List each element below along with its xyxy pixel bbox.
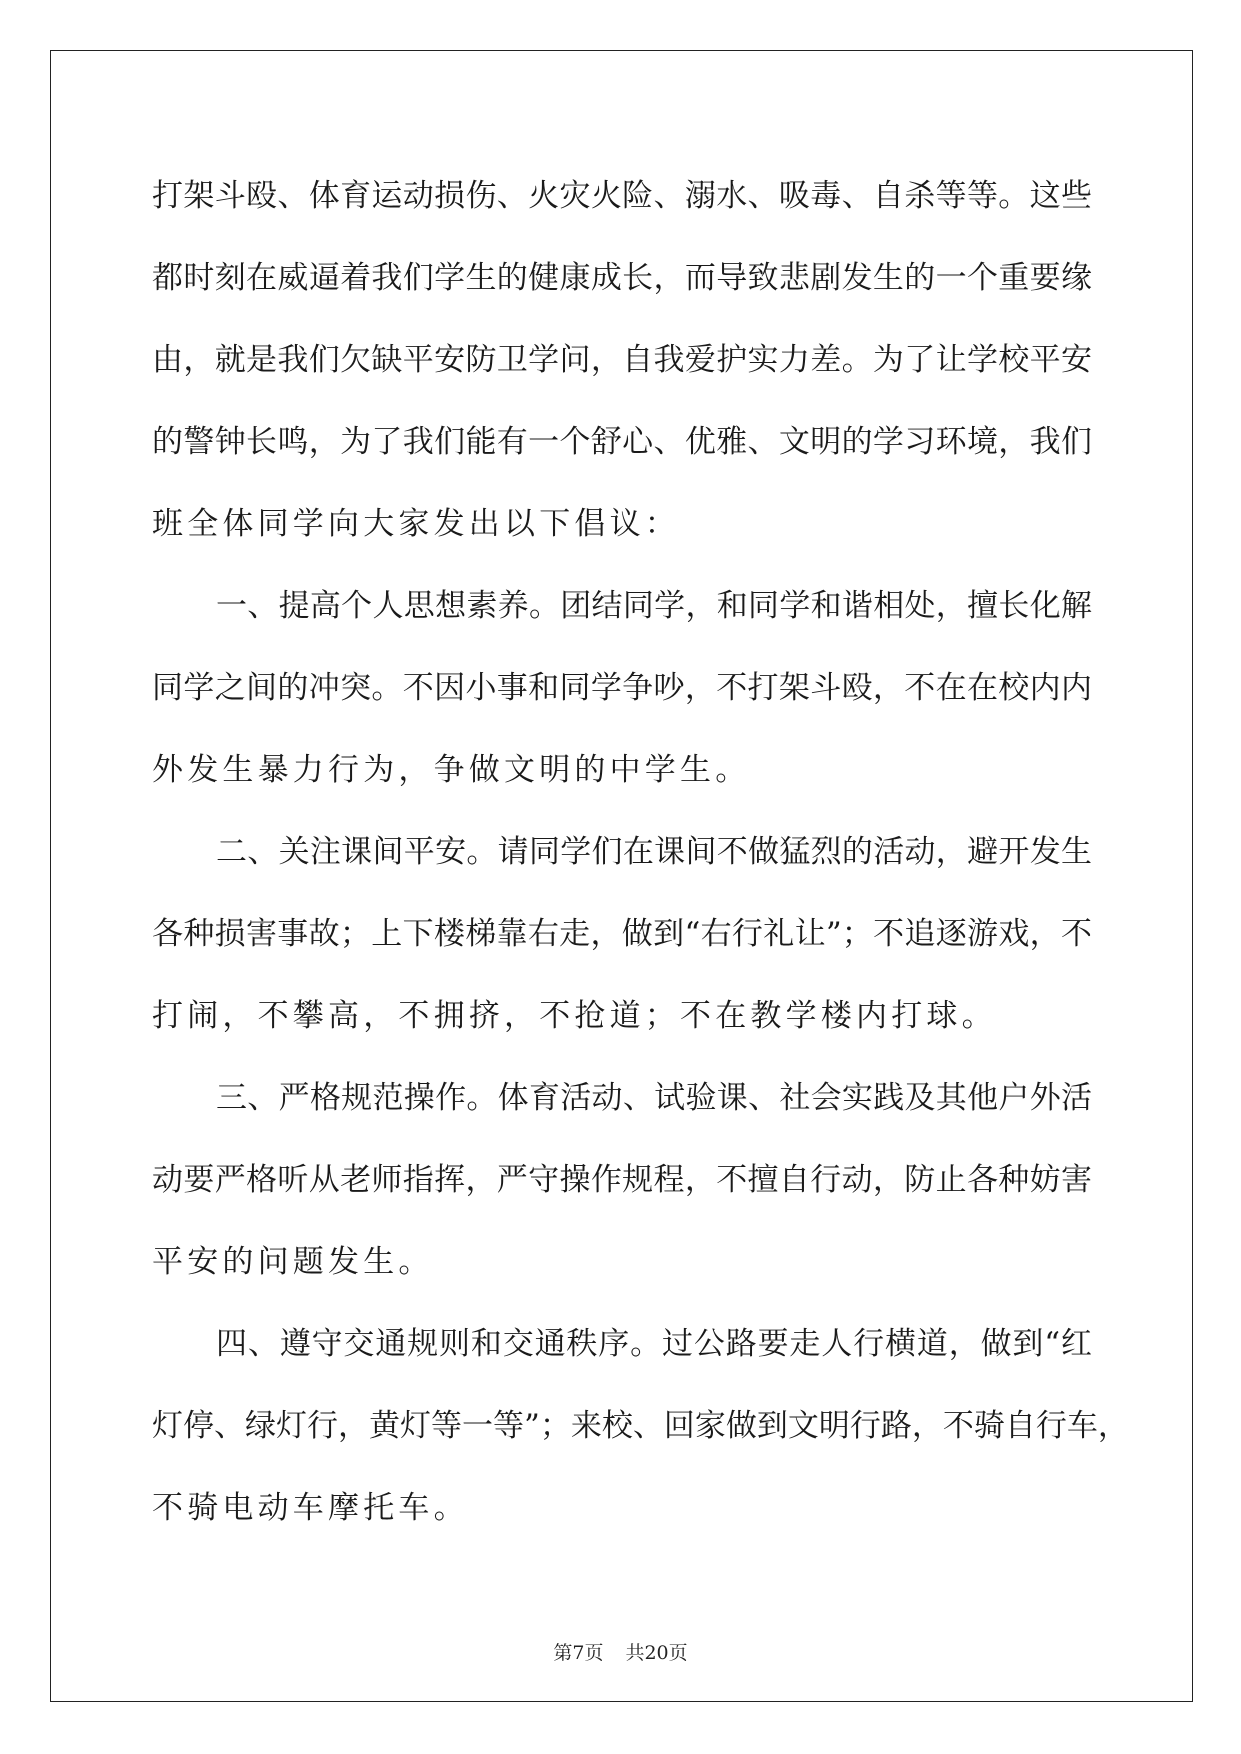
text-line: 打架斗殴、体育运动损伤、火灾火险、溺水、吸毒、自杀等等。这些	[152, 178, 1092, 214]
text-line: 平安的问题发生。	[152, 1244, 434, 1280]
paragraph-2-start: 二、关注课间平安。请同学们在课间不做猛烈的活动，避开发生	[216, 834, 1092, 870]
paragraph-3-start: 三、严格规范操作。体育活动、试验课、社会实践及其他户外活	[216, 1080, 1092, 1116]
text-line: 由，就是我们欠缺平安防卫学问，自我爱护实力差。为了让学校平安	[152, 342, 1092, 378]
text-line: 都时刻在威逼着我们学生的健康成长，而导致悲剧发生的一个重要缘	[152, 260, 1092, 296]
page-total: 共20页	[625, 1642, 688, 1664]
page-number: 第7页	[553, 1642, 604, 1664]
text-line: 动要严格听从老师指挥，严守操作规程，不擅自行动，防止各种妨害	[152, 1162, 1092, 1198]
text-line: 外发生暴力行为，争做文明的中学生。	[152, 752, 751, 788]
text-line: 打闹，不攀高，不拥挤，不抢道；不在教学楼内打球。	[152, 998, 997, 1034]
page-footer	[0, 1638, 1241, 1665]
text-line: 各种损害事故；上下楼梯靠右走，做到“右行礼让”；不追逐游戏，不	[152, 916, 1092, 952]
text-line: 的警钟长鸣，为了我们能有一个舒心、优雅、文明的学习环境，我们	[152, 424, 1092, 460]
paragraph-4-start: 四、遵守交通规则和交通秩序。过公路要走人行横道，做到“红	[216, 1326, 1092, 1362]
text-line: 灯停、绿灯行，黄灯等一等”；来校、回家做到文明行路，不骑自行车，	[152, 1408, 1129, 1444]
text-line: 同学之间的冲突。不因小事和同学争吵，不打架斗殴，不在在校内内	[152, 670, 1092, 706]
document-body	[152, 155, 1129, 1549]
text-line: 班全体同学向大家发出以下倡议：	[152, 506, 680, 542]
text-line: 不骑电动车摩托车。	[152, 1490, 469, 1526]
paragraph-1-start: 一、提高个人思想素养。团结同学，和同学和谐相处，擅长化解	[216, 588, 1092, 624]
